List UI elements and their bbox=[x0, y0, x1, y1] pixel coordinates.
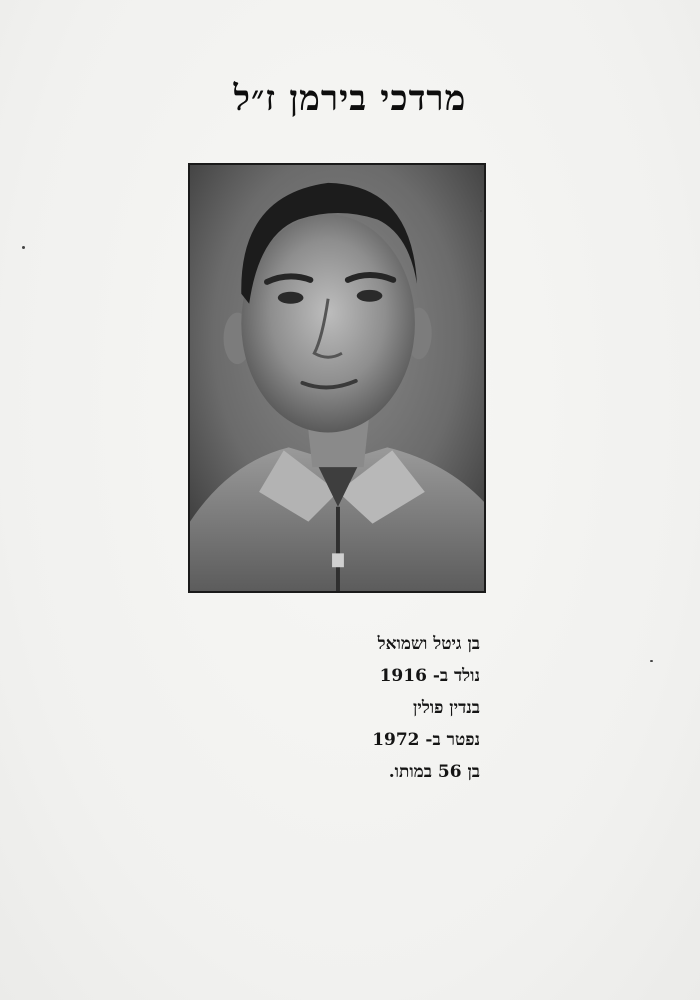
death-year-line: נפטר ב- 1972 bbox=[372, 730, 480, 750]
birthplace-line: בנדין פולין bbox=[413, 698, 480, 718]
age-at-death-line: בן 56 במותו. bbox=[388, 762, 480, 782]
portrait-photo-icon bbox=[190, 165, 484, 591]
paper-speck bbox=[22, 246, 25, 249]
paper-speck bbox=[650, 660, 653, 662]
birth-year-line: נולד ב- 1916 bbox=[379, 666, 480, 686]
biography-text bbox=[260, 628, 480, 788]
portrait-photo bbox=[188, 163, 486, 593]
parents-line: בן גיטל ושמואל bbox=[377, 634, 480, 654]
paper-speck bbox=[480, 210, 482, 212]
page-title: מרדכי בירמן ז״ל bbox=[233, 78, 467, 119]
